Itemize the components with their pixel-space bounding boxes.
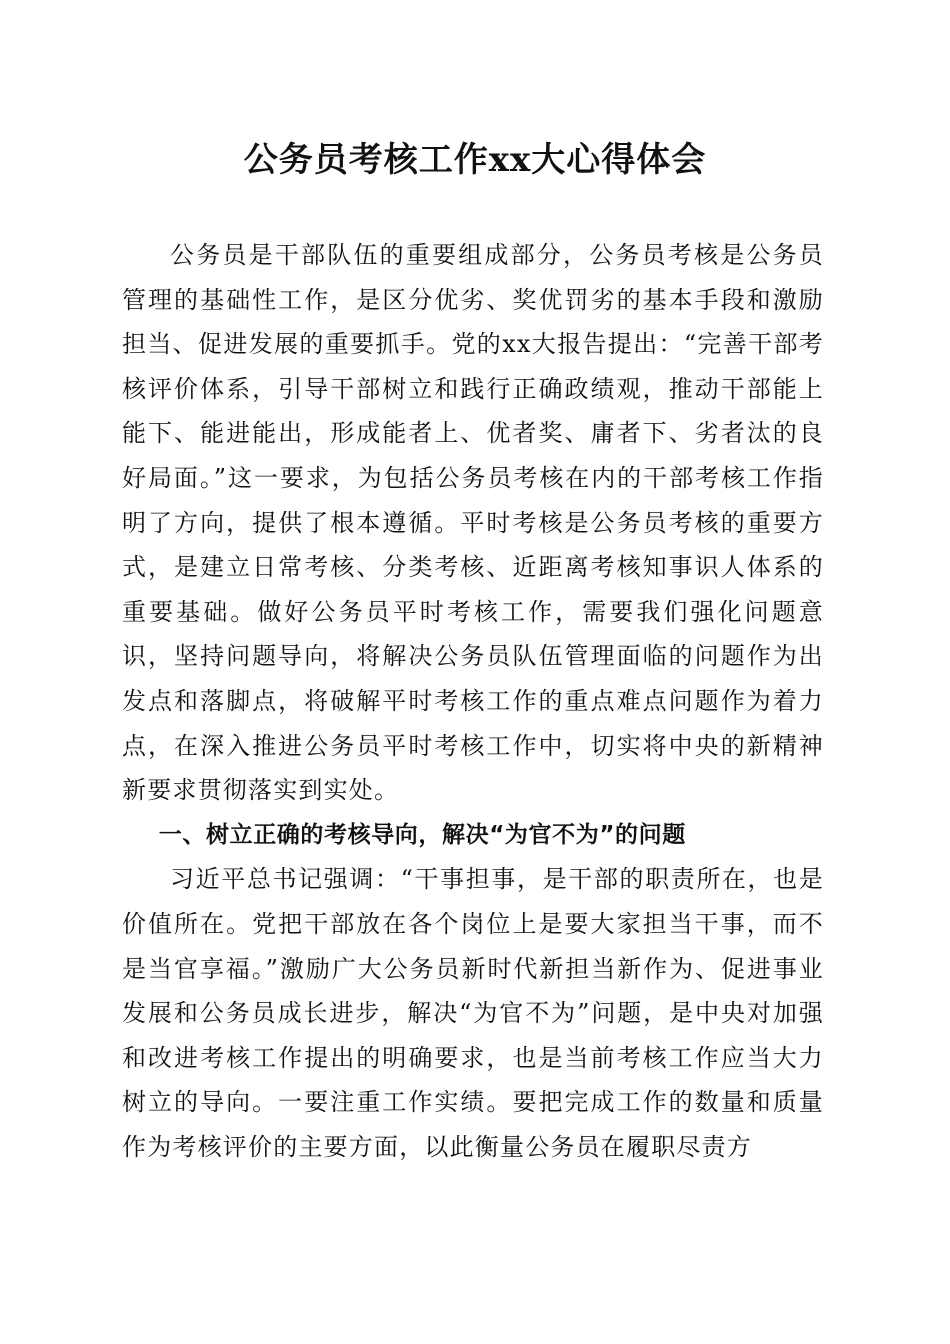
section-heading-1: 一、树立正确的考核导向，解决“为官不为”的问题 — [158, 821, 686, 848]
document-body — [122, 233, 824, 1169]
intro-paragraph: 公务员是干部队伍的重要组成部分，公务员考核是公务员管理的基础性工作，是区分优劣、奖优罚劣的基本手段和激励担当、促进发展的重要抓手。党的xx大报告提出：“完善干部考核评价体系，引导干部树立和践行正确政绩观，推动干部能上能下、能进能出，形成能者上、优者奖、庸者下、劣者汰的良好局面。”这一要求，为包括公务员考核在内的干部考核工作指明了方向，提供了根本遵循。平时考核是公务员考核的重要方式，是建立日常考核、分类考核、近距离考核知事识人体系的重要基础。做好公务员平时考核工作，需要我们强化问题意识，坚持问题导向，将解决公务员队伍管理面临的问题作为出发点和落脚点，将破解平时考核工作的重点难点问题作为着力点，在深入推进公务员平时考核工作中，切实将中央的新精神新要求贯彻落实到实处。 — [122, 241, 824, 805]
section-1-paragraph: 习近平总书记强调：“干事担事，是干部的职责所在，也是价值所在。党把干部放在各个岗位上是要大家担当干事，而不是当官享福。”激励广大公务员新时代新担当新作为、促进事业发展和公务员成长进步，解决“为官不为”问题，是中央对加强和改进考核工作提出的明确要求，也是当前考核工作应当大力树立的导向。一要注重工作实绩。要把完成工作的数量和质量作为考核评价的主要方面，以此衡量公务员在履职尽责方 — [122, 865, 824, 1161]
document-title: 公务员考核工作xx大心得体会 — [243, 140, 707, 180]
